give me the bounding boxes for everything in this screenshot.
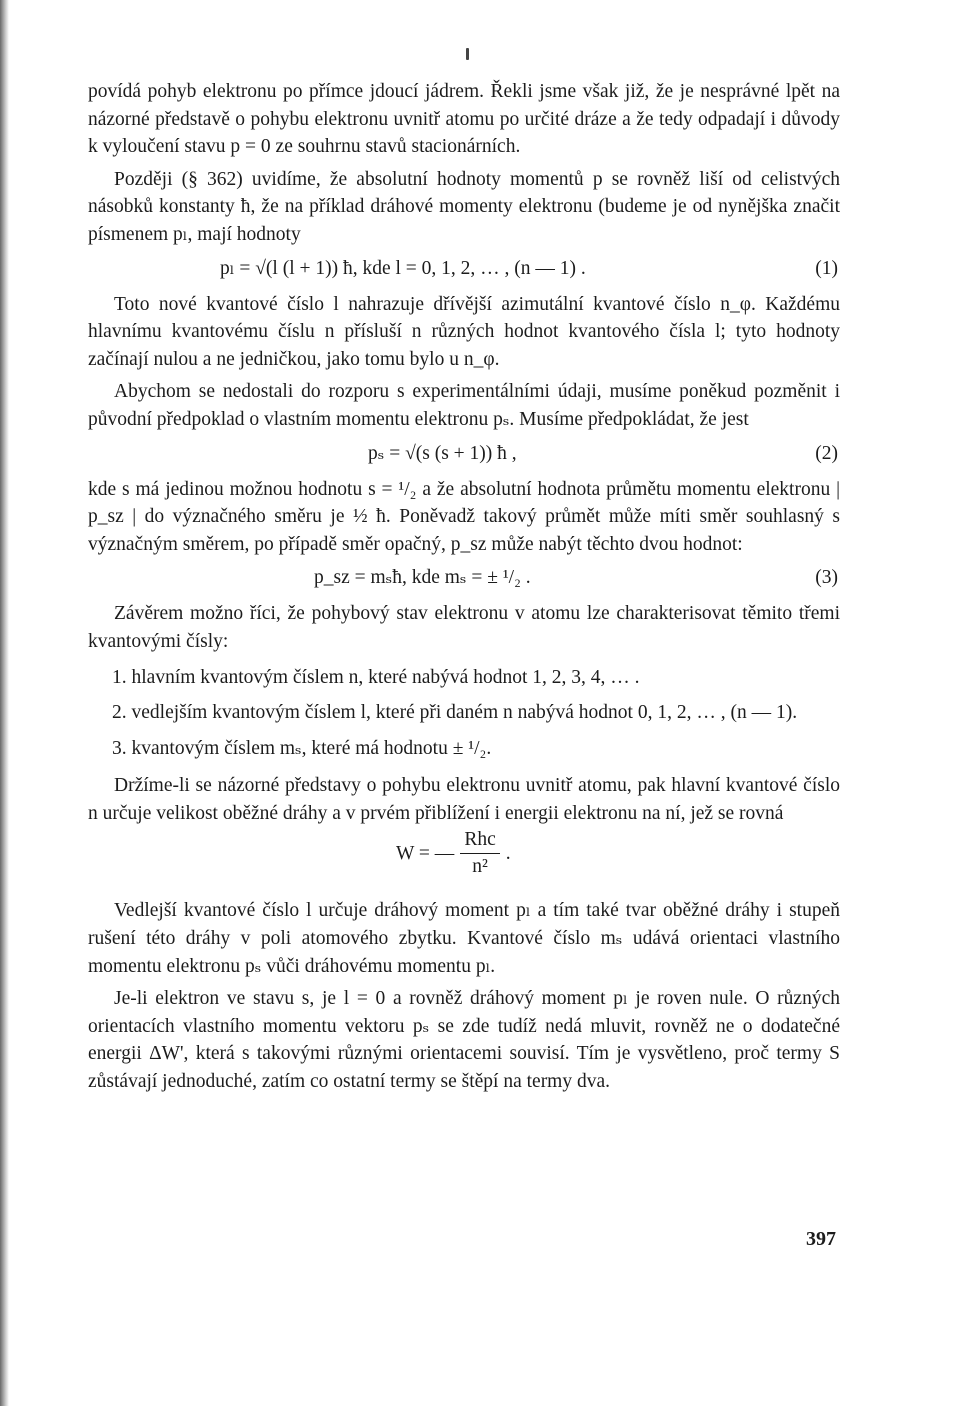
equation-3-number: (3) xyxy=(815,567,838,589)
list-item-2: 2. vedlejším kvantovým číslem l, které při daném n nabývá hodnot 0, 1, 2, … , (n — 1). xyxy=(112,702,798,724)
paragraph-6: Závěrem možno říci, že pohybový stav elektronu v atomu lze charakterisovat těmito třemi kvantovými čísly: xyxy=(88,603,840,652)
equation-3 xyxy=(88,560,840,598)
paragraph-3: Toto nové kvantové číslo l nahrazuje dřívější azimutální kvantové číslo n_φ. Každému hlavnímu kvantovému číslu n přísluší n různých hodnot kvantového čísla l; tyto hodnoty začínají nulou a ne jedničkou, jako tomu bylo u n_φ. xyxy=(88,293,840,370)
scan-edge xyxy=(0,0,9,1406)
equation-4-numerator: Rhc xyxy=(460,827,499,854)
equation-4-denominator: n² xyxy=(472,856,488,878)
equation-4 xyxy=(88,827,840,889)
paragraph-5: kde s má jedinou možnou hodnotu s = ¹/₂ a že absolutní hodnota průmětu momentu elektronu | p_sz | do význačného směru je ½ ħ. Poněvadž takový průmět může míti směr souhlasný s význačným směrem, po případě směr opačný, p_sz může nabýt těchto dvou hodnot: xyxy=(88,478,840,555)
ink-mark xyxy=(466,48,469,60)
page-body xyxy=(88,78,840,1096)
paragraph-1: povídá pohyb elektronu po přímce jdoucí jádrem. Řekli jsme však již, že je nesprávné lpět na názorné představě o pohybu elektronu uvnitř atomu po určité dráze a že tedy odpadají i důvody k vyloučení stavu p = 0 ze souhrnu stavů stacionárních. xyxy=(88,81,840,158)
paragraph-9: Je-li elektron ve stavu s, je l = 0 a rovněž dráhový moment pₗ je roven nule. O různých orientacích vlastního momentu vektoru pₛ se zde tudíž nedá mluvit, rovněž ne o dodatečné energii ΔW', která s takovými různými orientacemi souvisí. Tím je vysvětleno, proč termy S zůstávají jednoduché, zatím co ostatní termy se štěpí na termy dva. xyxy=(88,988,840,1093)
equation-4-body xyxy=(396,827,511,880)
equation-2-number: (2) xyxy=(815,442,838,464)
list-item-3: 3. kvantovým číslem mₛ, které má hodnotu ± ¹/₂. xyxy=(112,737,492,759)
list-item-1: 1. hlavním kvantovým číslem n, které nabývá hodnot 1, 2, 3, 4, … . xyxy=(112,666,640,688)
paragraph-8: Vedlejší kvantové číslo l určuje dráhový moment pₗ a tím také tvar oběžné dráhy i stupeň rušení této dráhy v poli atomového zbytku. Kvantové číslo mₛ udává orientaci vlastního momentu elektronu pₛ vůči dráhovému momentu pₗ. xyxy=(88,900,840,977)
equation-4-lhs: W = — xyxy=(396,843,455,865)
paragraph-2: Později (§ 362) uvidíme, že absolutní hodnoty momentů p se rovněž liší od celistvých násobků konstanty ħ, že na příklad dráhové momenty elektronu (budeme je od nynějška značit písmenem pₗ, mají hodnoty xyxy=(88,168,840,245)
page-number: 397 xyxy=(806,1228,836,1250)
paragraph-7: Držíme-li se názorné představy o pohybu elektronu uvnitř atomu, pak hlavní kvantové číslo n určuje velikost oběžné dráhy a v prvém přiblížení i energii elektronu na ní, jež se rovná xyxy=(88,775,840,824)
equation-3-body: p_sz = mₛħ, kde mₛ = ± ¹/₂ . xyxy=(314,567,531,589)
equation-4-fraction xyxy=(460,827,499,880)
equation-1 xyxy=(88,251,840,289)
equation-4-end: . xyxy=(505,843,511,865)
equation-2 xyxy=(88,436,840,474)
equation-1-body: pₗ = √(l (l + 1)) ħ, kde l = 0, 1, 2, … , (n — 1) . xyxy=(220,257,586,279)
equation-1-number: (1) xyxy=(815,257,838,279)
equation-2-body: pₛ = √(s (s + 1)) ħ , xyxy=(368,442,517,464)
paragraph-4: Abychom se nedostali do rozporu s experimentálními údaji, musíme poněkud pozměnit i původní předpoklad o vlastním momentu elektronu pₛ. Musíme předpokládat, že jest xyxy=(88,381,840,430)
